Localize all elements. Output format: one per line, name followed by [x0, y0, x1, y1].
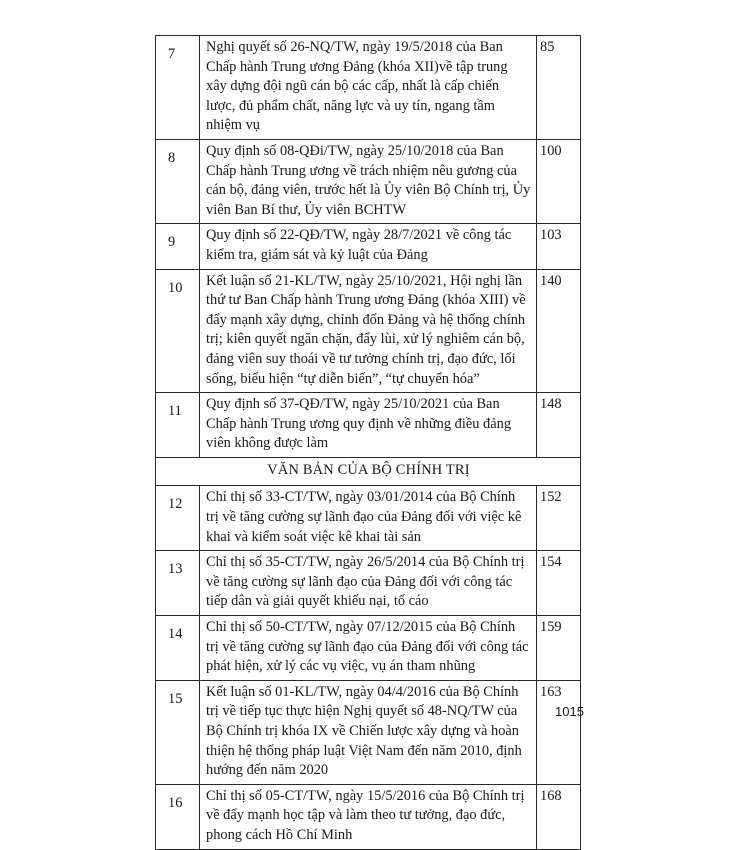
toc-row-title: Kết luận số 01-KL/TW, ngày 04/4/2016 của Bộ Chính trị về tiếp tục thực hiện Nghị quyết số 48-NQ/TW của Bộ Chính trị khóa IX về Chiến lược xây dựng và hoàn thiện hệ thống pháp luật Việt Nam đến năm 2010, định hướng đến năm 2020 — [200, 680, 537, 784]
toc-row-14 — [156, 616, 581, 681]
toc-row-number: 13 — [156, 551, 200, 616]
toc-row-number: 11 — [156, 393, 200, 458]
toc-row-number: 14 — [156, 616, 200, 681]
toc-row-13 — [156, 551, 581, 616]
toc-row-title: Chỉ thị số 50-CT/TW, ngày 07/12/2015 của Bộ Chính trị về tăng cường sự lãnh đạo của Đảng đối với công tác phát hiện, xử lý các vụ việc, vụ án tham nhũng — [200, 616, 537, 681]
toc-row-page: 168 — [537, 784, 581, 849]
toc-row-11 — [156, 393, 581, 458]
toc-row-title: Kết luận số 21-KL/TW, ngày 25/10/2021, Hội nghị lần thứ tư Ban Chấp hành Trung ương Đảng (khóa XIII) về đẩy mạnh xây dựng, chỉnh đốn Đảng và hệ thống chính trị; kiên quyết ngăn chặn, đẩy lùi, xử lý nghiêm cán bộ, đảng viên suy thoái về tư tưởng chính trị, đạo đức, lối sống, biểu hiện “tự diễn biến”, “tự chuyển hóa” — [200, 269, 537, 393]
toc-row-title: Nghị quyết số 26-NQ/TW, ngày 19/5/2018 của Ban Chấp hành Trung ương Đảng (khóa XII)về tập trung xây dựng đội ngũ cán bộ các cấp, nhất là cấp chiến lược, đủ phẩm chất, năng lực và uy tín, ngang tầm nhiệm vụ — [200, 36, 537, 140]
toc-row-page: 152 — [537, 486, 581, 551]
section-heading-row — [156, 457, 581, 486]
toc-row-7 — [156, 36, 581, 140]
toc-row-number: 8 — [156, 139, 200, 223]
toc-row-title: Quy định số 22-QĐ/TW, ngày 28/7/2021 về công tác kiểm tra, giám sát và kỷ luật của Đảng — [200, 224, 537, 269]
toc-row-10 — [156, 269, 581, 393]
toc-row-page: 85 — [537, 36, 581, 140]
toc-row-page: 154 — [537, 551, 581, 616]
toc-row-number: 12 — [156, 486, 200, 551]
toc-row-page: 163 — [537, 680, 581, 784]
toc-row-number: 7 — [156, 36, 200, 140]
toc-row-page: 103 — [537, 224, 581, 269]
toc-row-15 — [156, 680, 581, 784]
section-heading: VĂN BẢN CỦA BỘ CHÍNH TRỊ — [156, 457, 581, 486]
toc-row-16 — [156, 784, 581, 849]
toc-row-number: 9 — [156, 224, 200, 269]
table-of-contents — [155, 35, 581, 850]
toc-row-page: 159 — [537, 616, 581, 681]
toc-row-8 — [156, 139, 581, 223]
toc-row-page: 148 — [537, 393, 581, 458]
toc-row-title: Quy định số 08-QĐi/TW, ngày 25/10/2018 của Ban Chấp hành Trung ương về trách nhiệm nêu gương của cán bộ, đảng viên, trước hết là Ủy viên Bộ Chính trị, Ủy viên Ban Bí thư, Ủy viên BCHTW — [200, 139, 537, 223]
toc-row-page: 140 — [537, 269, 581, 393]
toc-row-12 — [156, 486, 581, 551]
toc-row-9 — [156, 224, 581, 269]
page-number: 1015 — [555, 704, 584, 719]
toc-row-title: Chỉ thị số 33-CT/TW, ngày 03/01/2014 của Bộ Chính trị về tăng cường sự lãnh đạo của Đảng đối với việc kê khai và kiểm soát việc kê khai tài sản — [200, 486, 537, 551]
toc-row-title: Chỉ thị số 35-CT/TW, ngày 26/5/2014 của Bộ Chính trị về tăng cường sự lãnh đạo của Đảng đối với công tác tiếp dân và giải quyết khiếu nại, tố cáo — [200, 551, 537, 616]
toc-row-number: 16 — [156, 784, 200, 849]
toc-row-title: Chỉ thị số 05-CT/TW, ngày 15/5/2016 của Bộ Chính trị về đẩy mạnh học tập và làm theo tư tưởng, đạo đức, phong cách Hồ Chí Minh — [200, 784, 537, 849]
toc-row-page: 100 — [537, 139, 581, 223]
toc-row-title: Quy định số 37-QĐ/TW, ngày 25/10/2021 của Ban Chấp hành Trung ương quy định về những điều đảng viên không được làm — [200, 393, 537, 458]
toc-row-number: 10 — [156, 269, 200, 393]
toc-row-number: 15 — [156, 680, 200, 784]
